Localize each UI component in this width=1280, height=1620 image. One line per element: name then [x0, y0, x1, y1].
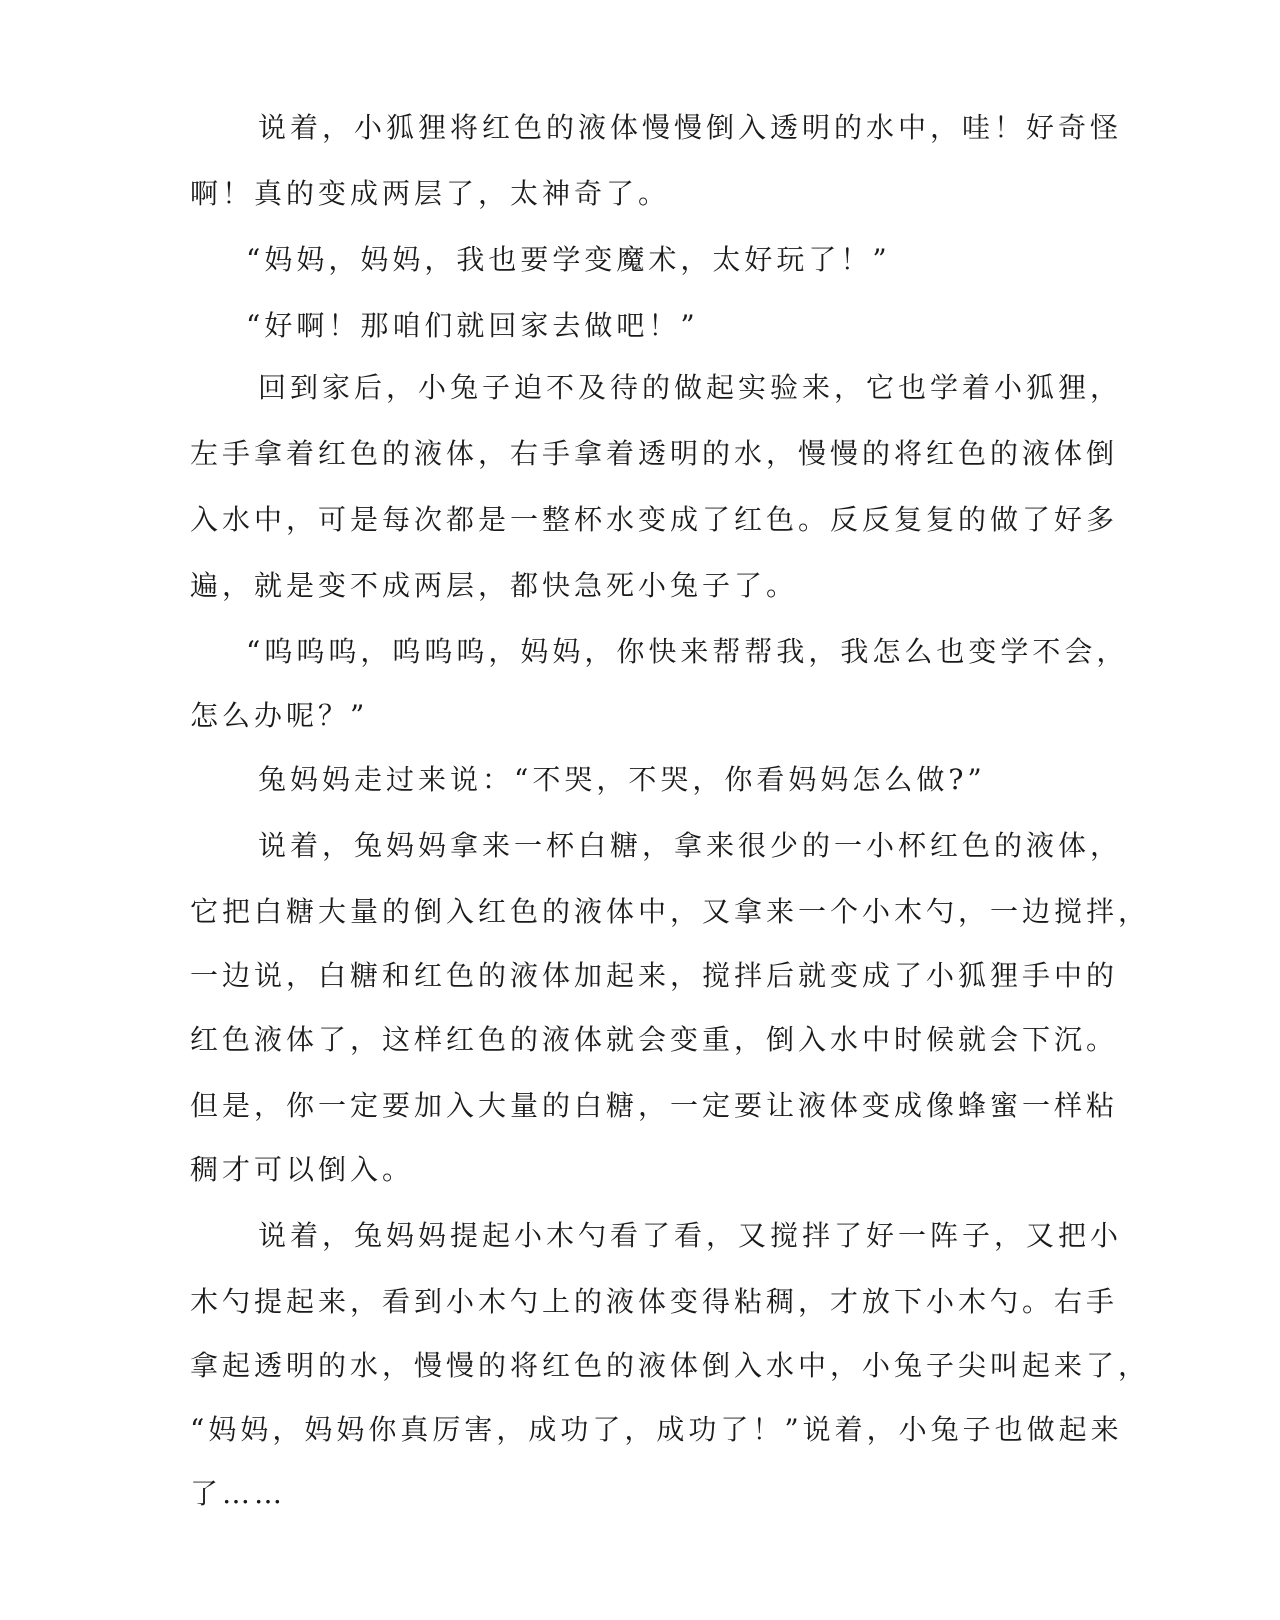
text-line: 拿起透明的水，慢慢的将红色的液体倒入水中，小兔子尖叫起来了， — [190, 1349, 1151, 1382]
text-line: 怎么办呢？” — [190, 699, 369, 732]
text-line: “呜呜呜，呜呜呜，妈妈，你快来帮帮我，我怎么也变学不会， — [246, 635, 1129, 668]
text-line: 但是，你一定要加入大量的白糖，一定要让液体变成像蜂蜜一样粘 — [190, 1089, 1119, 1122]
text-line: 说着，兔妈妈提起小木勺看了看，又搅拌了好一阵子，又把小 — [258, 1219, 1123, 1252]
text-line: 它把白糖大量的倒入红色的液体中，又拿来一个小木勺，一边搅拌， — [190, 895, 1151, 928]
text-line: “妈妈，妈妈你真厉害，成功了，成功了！”说着，小兔子也做起来 — [190, 1413, 1123, 1446]
text-line: 说着，兔妈妈拿来一杯白糖，拿来很少的一小杯红色的液体， — [258, 829, 1123, 862]
text-line: 左手拿着红色的液体，右手拿着透明的水，慢慢的将红色的液体倒 — [190, 437, 1119, 470]
text-line: 啊！真的变成两层了，太神奇了。 — [190, 177, 671, 210]
text-line: 红色液体了，这样红色的液体就会变重，倒入水中时候就会下沉。 — [190, 1023, 1119, 1056]
text-line: “妈妈，妈妈，我也要学变魔术，太好玩了！” — [246, 243, 891, 276]
text-line: 入水中，可是每次都是一整杯水变成了红色。反反复复的做了好多 — [190, 503, 1119, 536]
text-line: 兔妈妈走过来说：“不哭，不哭，你看妈妈怎么做?” — [258, 763, 986, 796]
text-line: 了…… — [190, 1477, 287, 1510]
text-line: 说着，小狐狸将红色的液体慢慢倒入透明的水中，哇！好奇怪 — [258, 111, 1123, 144]
text-line: 稠才可以倒入。 — [190, 1153, 415, 1186]
text-line: 一边说，白糖和红色的液体加起来，搅拌后就变成了小狐狸手中的 — [190, 959, 1119, 992]
text-line: “好啊！那咱们就回家去做吧！” — [246, 309, 699, 342]
text-line: 木勺提起来，看到小木勺上的液体变得粘稠，才放下小木勺。右手 — [190, 1285, 1119, 1318]
text-line: 回到家后，小兔子迫不及待的做起实验来，它也学着小狐狸， — [258, 371, 1123, 404]
text-line: 遍，就是变不成两层，都快急死小兔子了。 — [190, 569, 799, 602]
